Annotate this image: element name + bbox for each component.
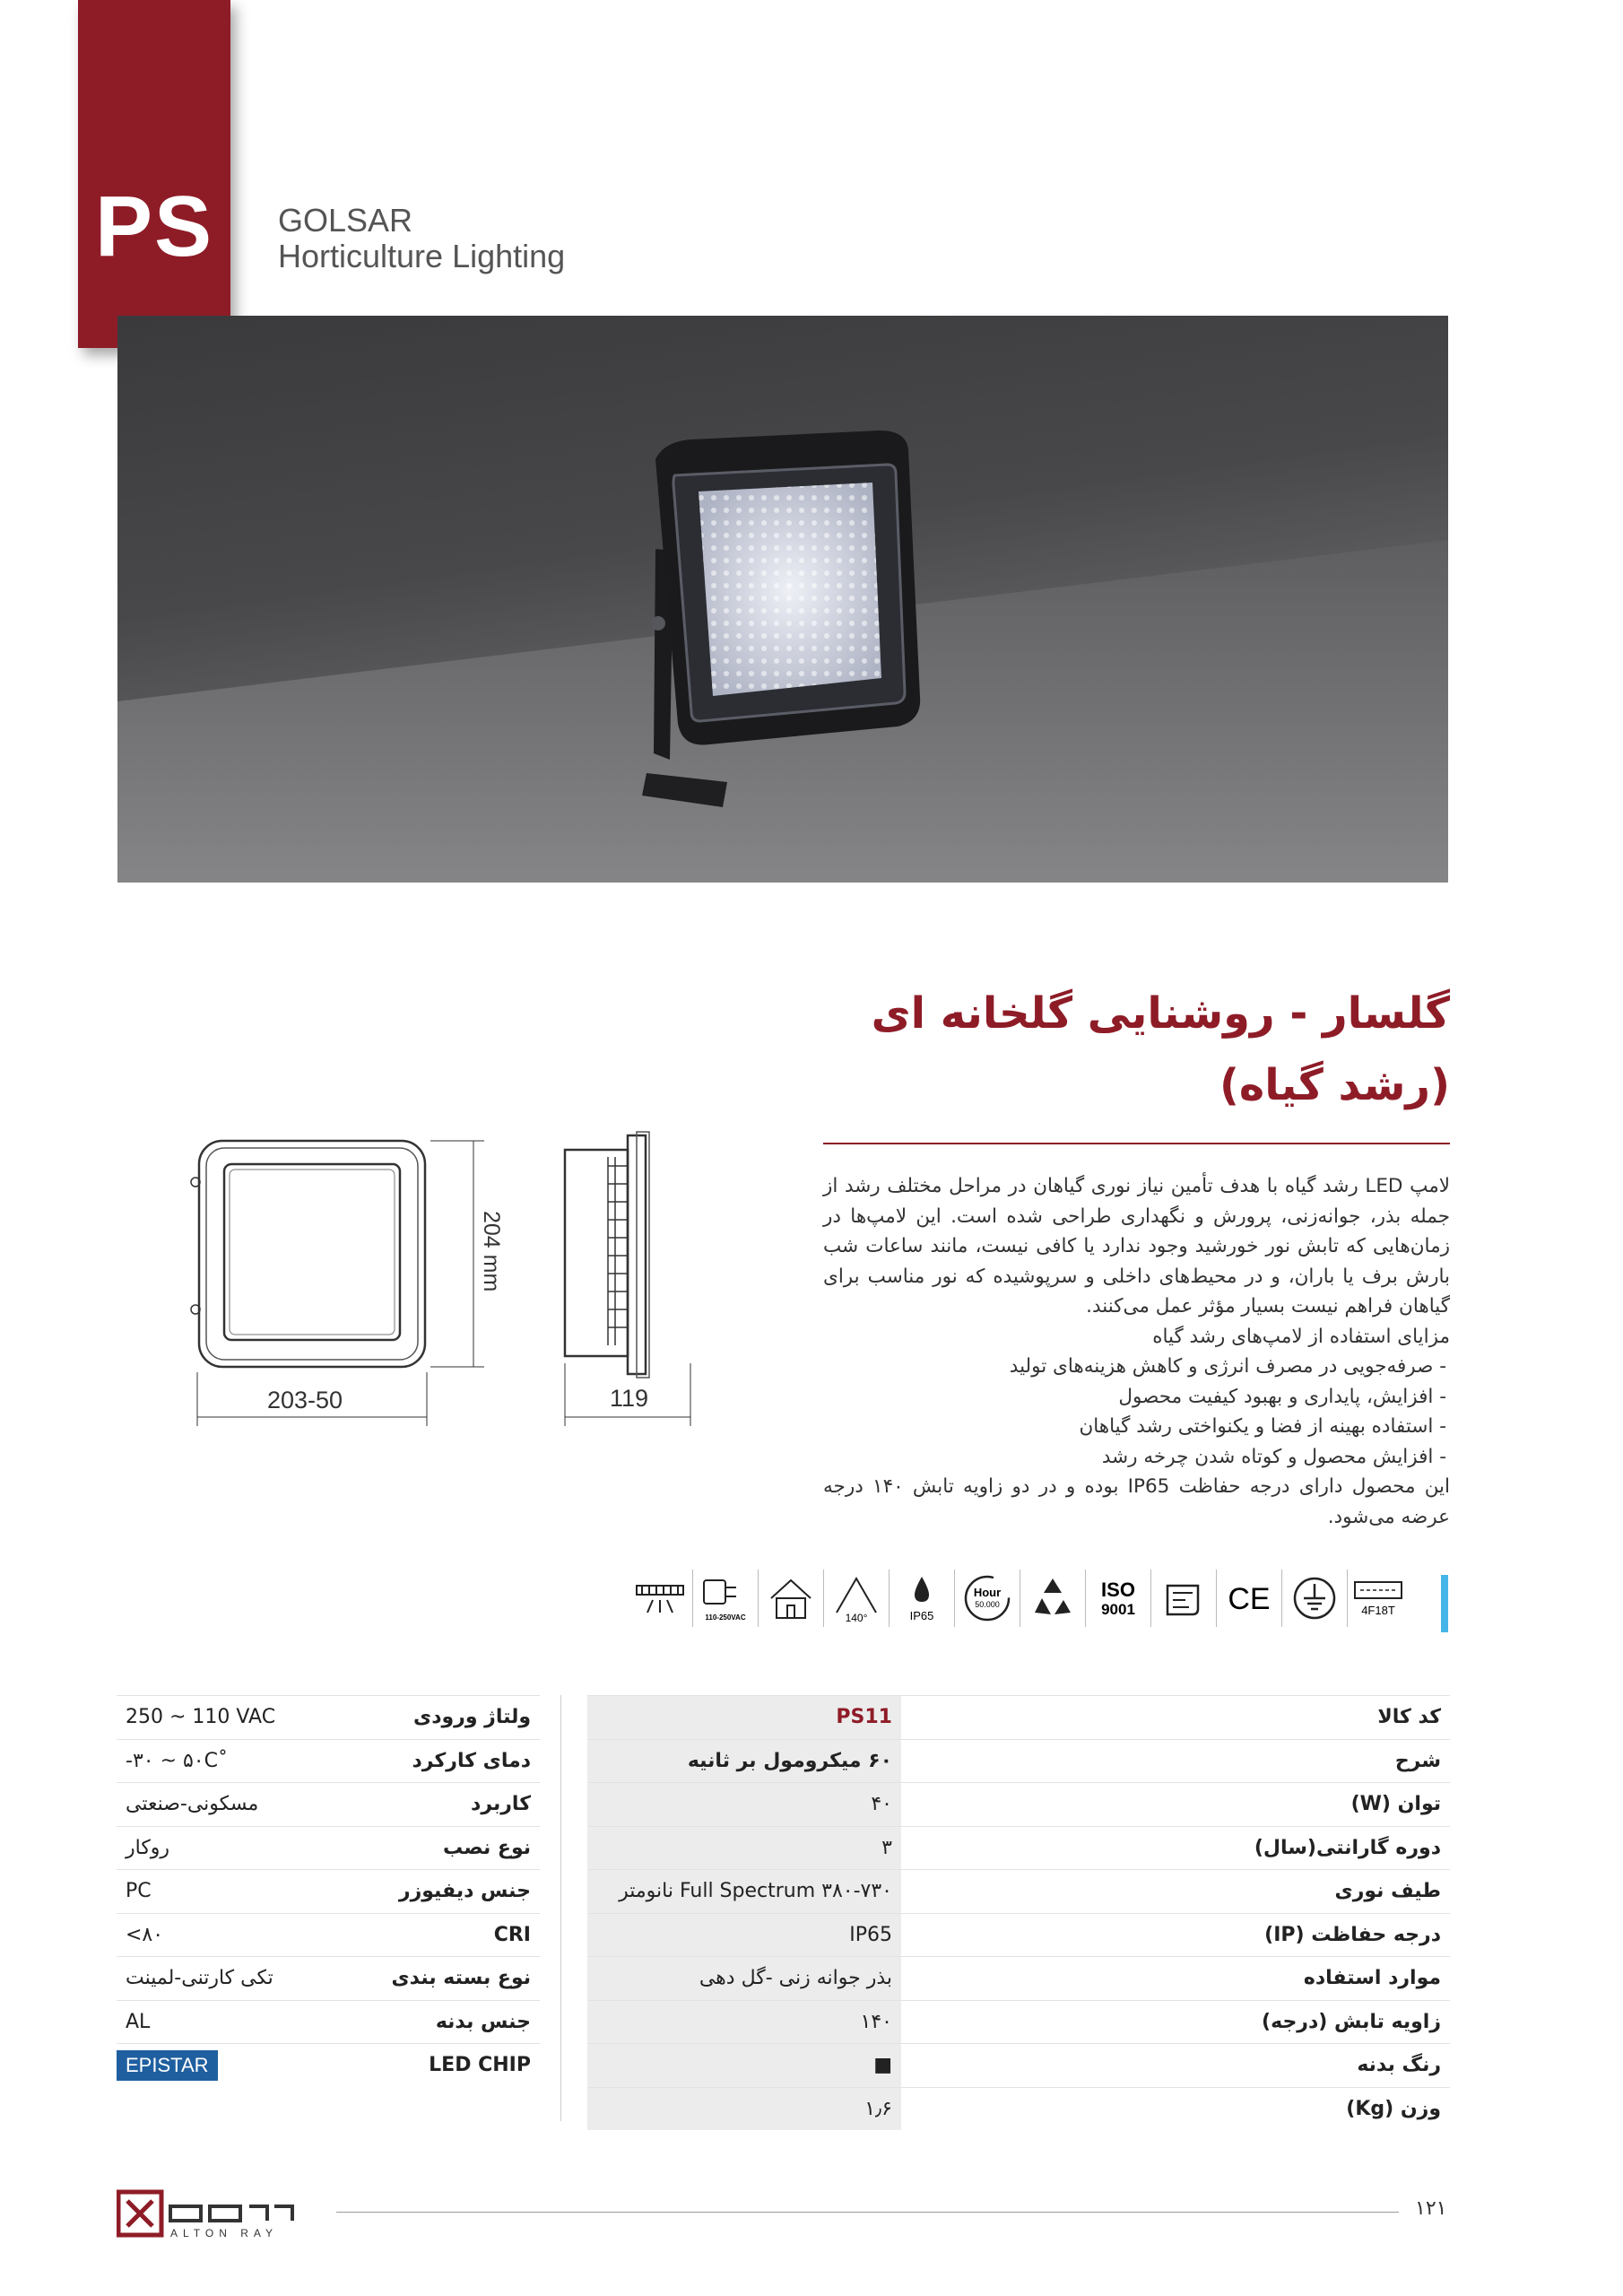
voltage-text: 110-250VAC [705, 1613, 746, 1622]
spec-label: نوع نصب [335, 1826, 540, 1870]
ip-text: IP65 [909, 1609, 934, 1622]
table-row [117, 1696, 540, 1740]
spec-table-secondary [117, 1695, 540, 2087]
spec-value: 250 ~ 110 VAC [117, 1696, 335, 1740]
product-photo [117, 316, 1448, 883]
table-row [117, 2044, 540, 2087]
ground-icon [1281, 1570, 1347, 1627]
table-row [587, 1783, 1450, 1827]
benefits-heading: مزایای استفاده از لامپ‌های رشد گیاه [1152, 1325, 1450, 1348]
beam-angle-icon [823, 1570, 889, 1627]
table-row [117, 1870, 540, 1914]
alton-logo-mark [117, 2188, 305, 2242]
table-row [117, 1739, 540, 1783]
epistar-badge: EPISTAR [117, 2050, 218, 2081]
spec-label: جنس دیفیوزر [335, 1870, 540, 1914]
spec-value: بذر جوانه زنی -گل دهی [587, 1957, 901, 2001]
spec-value: PC [117, 1870, 335, 1914]
company-logo [117, 2188, 305, 2246]
body-color-swatch: ■ [587, 2044, 901, 2088]
brand-line2: Horticulture Lighting [278, 238, 566, 274]
section-code: PS [94, 178, 214, 274]
table-row [117, 2000, 540, 2044]
spec-label: کد کالا [901, 1696, 1450, 1740]
spec-value: ۶۰ میکرومول بر ثانیه [587, 1739, 901, 1783]
table-divider [560, 1695, 561, 2121]
iso-text: ISO [1101, 1578, 1135, 1601]
product-title-line1: گلسار - روشنایی گلخانه ای [871, 988, 1450, 1039]
ce-mark-icon [1216, 1570, 1281, 1627]
spec-label: زاویه تابش (درجه) [901, 2000, 1450, 2044]
spec-label: دمای کارکرد [335, 1739, 540, 1783]
benefit-item: - استفاده بهینه از فضا و یکنواختی رشد گیاهان [1079, 1415, 1446, 1438]
table-row [117, 1783, 540, 1827]
logo-text: ALTON RAY [170, 2227, 279, 2239]
angle-text: 140° [845, 1612, 868, 1624]
spec-value: AL [117, 2000, 335, 2044]
standard-mark-icon [1150, 1570, 1216, 1627]
fuse-text: 4F18T [1361, 1604, 1395, 1617]
height-dimension: 204 mm [479, 1211, 504, 1292]
hour-value-text: 50.000 [975, 1600, 1000, 1609]
spec-label: توان (W) [901, 1783, 1450, 1827]
iso-9001-icon [1085, 1570, 1150, 1627]
indoor-house-icon [758, 1570, 823, 1627]
feature-icons-row [628, 1570, 1453, 1632]
spec-value [117, 2044, 335, 2087]
product-hero-image [117, 316, 1448, 883]
technical-drawing [188, 1130, 717, 1435]
table-row [587, 1957, 1450, 2001]
section-tab [78, 0, 230, 348]
iso-number-text: 9001 [1101, 1601, 1135, 1618]
spec-label: رنگ بدنه [901, 2044, 1450, 2088]
table-row [587, 1913, 1450, 1957]
footer-rule [336, 2212, 1399, 2213]
product-description [823, 1171, 1450, 1532]
table-row [587, 1696, 1450, 1740]
heatsink-icon [628, 1570, 692, 1627]
ip-rating-icon [889, 1570, 954, 1627]
width-dimension: 203-50 [267, 1387, 343, 1413]
title-divider [823, 1143, 1450, 1144]
spec-value: ۴۰ [587, 1783, 901, 1827]
ce-text: CE [1228, 1582, 1271, 1616]
spec-value: -۳۰ ~ ۵۰C˚ [117, 1739, 335, 1783]
table-row [117, 1826, 540, 1870]
table-row [117, 1957, 540, 2001]
benefit-item: - صرفه‌جویی در مصرف انرژی و کاهش هزینه‌های تولید [1009, 1355, 1446, 1378]
spec-value: روکار [117, 1826, 335, 1870]
spec-value: PS11 [587, 1696, 901, 1740]
spec-value: Full Spectrum ۳۸۰-۷۳۰ نانومتر [587, 1870, 901, 1914]
spec-label: شرح [901, 1739, 1450, 1783]
spec-value: ۳ [587, 1826, 901, 1870]
hour-text: Hour [973, 1586, 1002, 1599]
voltage-plug-icon [692, 1570, 758, 1627]
spec-label: جنس بدنه [335, 2000, 540, 2044]
accent-bar [1441, 1575, 1448, 1632]
table-row [587, 2000, 1450, 2044]
table-row [587, 1826, 1450, 1870]
benefit-item: - افزایش، پایداری و بهبود کیفیت محصول [1118, 1385, 1446, 1408]
spec-table-main [587, 1695, 1450, 2130]
spec-label: درجه حفاظت (IP) [901, 1913, 1450, 1957]
table-row [117, 1913, 540, 1957]
spec-label: کاربرد [335, 1783, 540, 1827]
spec-value: تکی کارتنی-لمینت [117, 1957, 335, 2001]
spec-value: ۱٫۶ [587, 2087, 901, 2130]
brand-title [278, 203, 565, 274]
description-closing: این محصول دارای درجه حفاظت IP65 بوده و در دو زاویه تابش ۱۴۰ درجه عرضه می‌شود. [823, 1475, 1451, 1528]
spec-label: LED CHIP [335, 2044, 540, 2087]
spec-label: ولتاژ ورودی [335, 1696, 540, 1740]
depth-dimension: 119 [610, 1385, 649, 1412]
fuse-icon [1347, 1570, 1412, 1627]
benefit-item: - افزایش محصول و کوتاه شدن چرخه رشد [1101, 1445, 1446, 1468]
product-title [733, 978, 1450, 1121]
description-intro: لامپ LED رشد گیاه با هدف تأمین نیاز نوری گیاهان در مراحل مختلف رشد از جمله بذر، جوانه‌زنی، پرورش و نگهداری طراحی شده است. این لامپ‌ها در زمان‌هایی که تابش نور خورشید وجود ندارد یا کافی نیست، مانند ساعات شب بارش برف یا باران، و در محیط‌های داخلی و سرپوشیده که نور مناسب برای گیاهان فراهم نیست بسیار مؤثر عمل می‌کنند. [823, 1175, 1450, 1318]
spec-value: <۸۰ [117, 1913, 335, 1957]
table-row [587, 1870, 1450, 1914]
spec-value: مسکونی-صنعتی [117, 1783, 335, 1827]
table-row [587, 1739, 1450, 1783]
page-number: ۱۲۱ [1415, 2197, 1447, 2220]
recycle-icon [1020, 1570, 1085, 1627]
spec-label: CRI [335, 1913, 540, 1957]
lifetime-hour-icon [954, 1570, 1020, 1627]
table-row [587, 2087, 1450, 2130]
brand-line1: GOLSAR [278, 202, 413, 239]
table-row [587, 2044, 1450, 2088]
spec-label: نوع بسته بندی [335, 1957, 540, 2001]
product-title-line2: (رشد گیاه) [1219, 1060, 1450, 1110]
spec-label: دوره گارانتی(سال) [901, 1826, 1450, 1870]
spec-value: ۱۴۰ [587, 2000, 901, 2044]
spec-label: موارد استفاده [901, 1957, 1450, 2001]
spec-label: طیف نوری [901, 1870, 1450, 1914]
spec-value: IP65 [587, 1913, 901, 1957]
spec-label: وزن (Kg) [901, 2087, 1450, 2130]
